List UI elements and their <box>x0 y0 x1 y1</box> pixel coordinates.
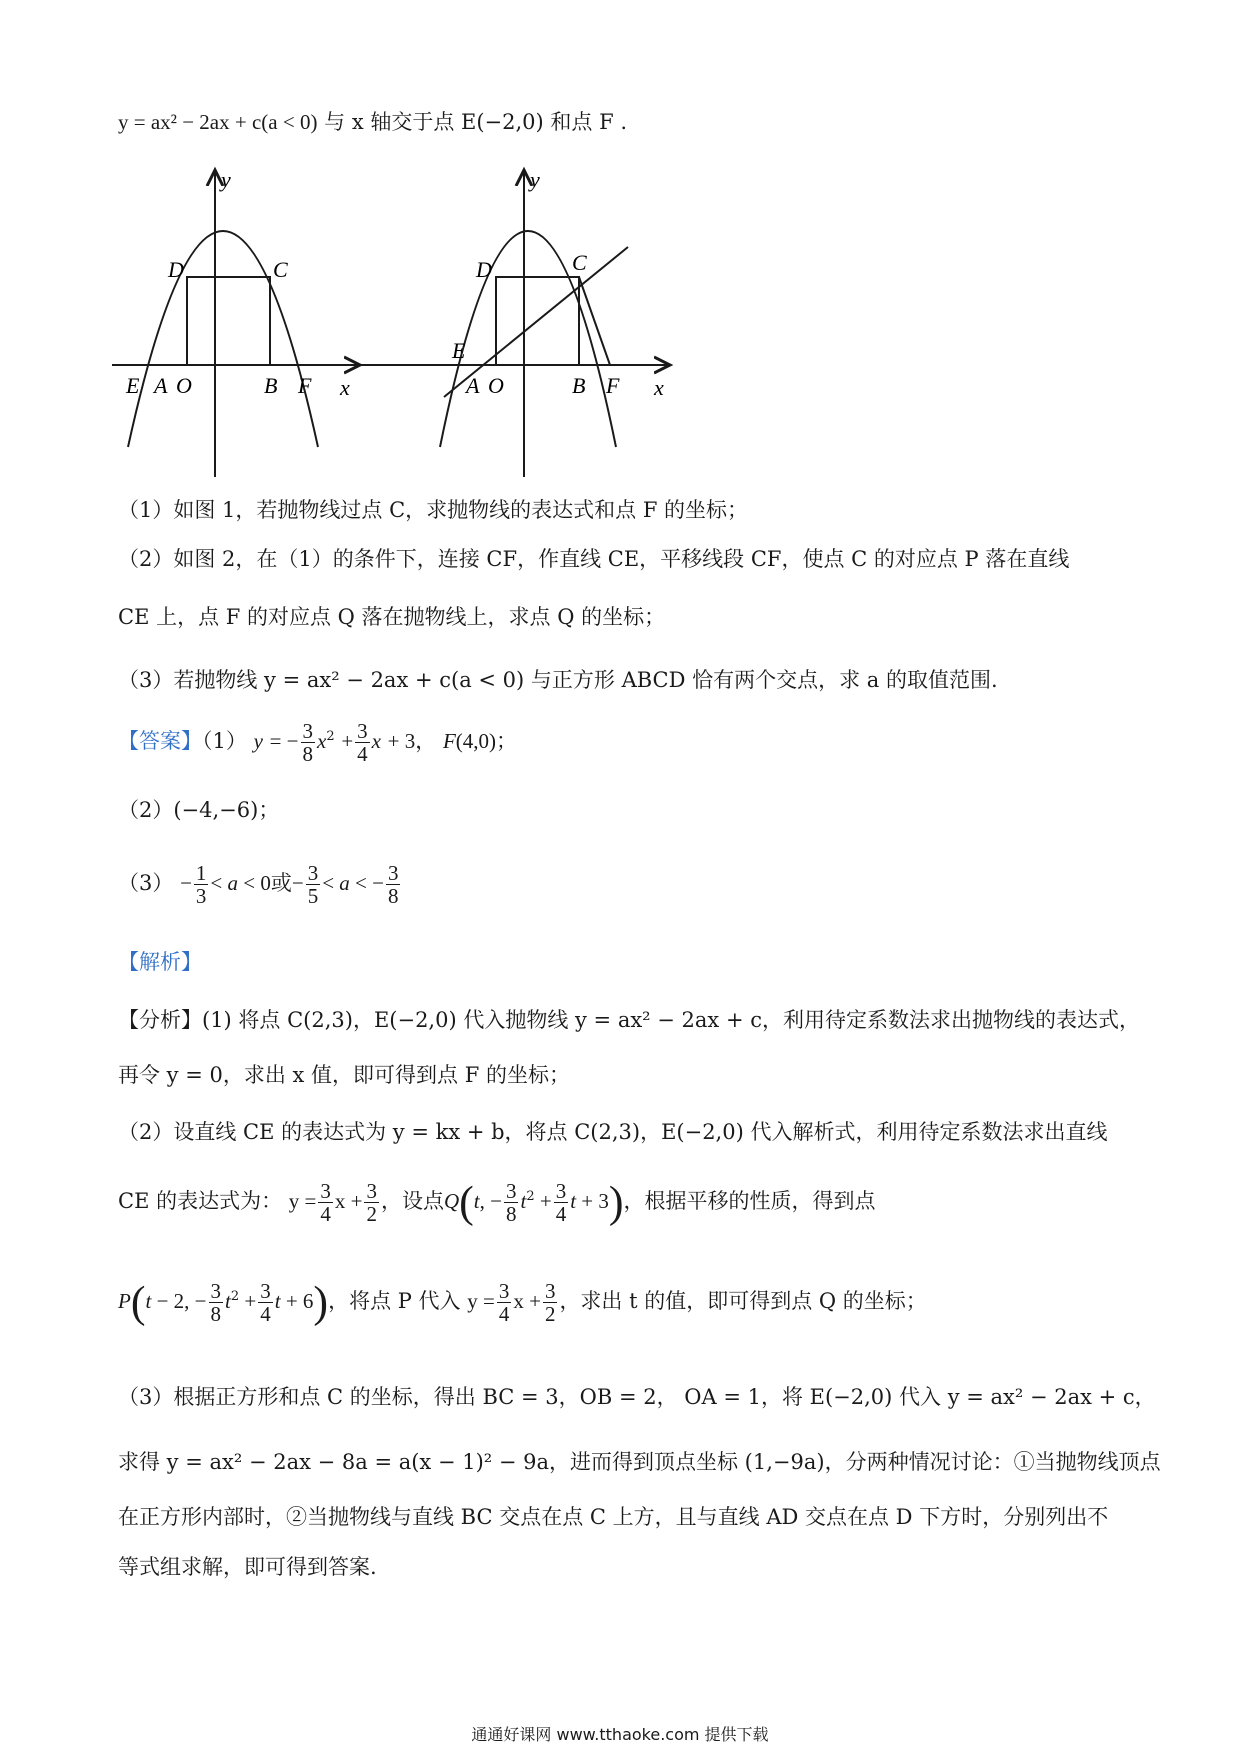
fig1-label-E: E <box>126 373 140 398</box>
analysis-p2-mid: ，设点 <box>380 1189 444 1214</box>
fig1-parabola <box>128 231 318 447</box>
fig2-label-D: D <box>476 257 492 282</box>
answer-1-prefix: （1） <box>202 729 247 754</box>
intro-line <box>118 110 627 135</box>
fig2-label-F: F <box>606 373 620 398</box>
fig1-label-x: x <box>340 375 350 400</box>
analysis-p2-line-3: P(t − 2, − $\frac{3}{8}$ $t^2$ + $\frac{3}{4}$ t + 6)，将点 P 代入 y = $\frac{3}{4}$ x + $\frac{3}{2}$ ，求出 t 的值，即可得到点 Q 的坐标； <box>118 1277 927 1327</box>
question-2-line-2: CE 上，点 F 的对应点 Q 落在抛物线上，求点 Q 的坐标； <box>118 605 666 629</box>
fig2-label-E: E <box>452 338 466 363</box>
analysis-p2-prefix: CE 的表达式为： <box>118 1189 283 1214</box>
analysis-p3-line-2: 求得 y = ax² − 2ax − 8a = a(x − 1)² − 9a，进而得到顶点坐标 (1,−9a)，分两种情况讨论：①当抛物线顶点 <box>118 1450 1161 1474</box>
fig1-label-D: D <box>168 257 184 282</box>
analysis-p2-line-2: CE 的表达式为： y = $\frac{3}{4}$ x + $\frac{3}{2}$ ，设点Q(t, − $\frac{3}{8}$ $t^2$ + $\frac{3}{4}$ t + 3)，根据平移的性质，得到点 <box>118 1177 876 1227</box>
fig2-label-O: O <box>488 373 504 398</box>
fig2-parabola <box>440 231 616 447</box>
intro-text: 与 x 轴交于点 E(−2,0) 和点 F . <box>324 110 627 134</box>
question-1: （1）如图 1，若抛物线过点 C，求抛物线的表达式和点 F 的坐标； <box>118 498 749 522</box>
analysis-p1-line-2: 再令 y = 0，求出 x 值，即可得到点 F 的坐标； <box>118 1063 570 1087</box>
answer-2: （2）(−4,−6)； <box>118 798 280 822</box>
fig1-square <box>187 277 270 365</box>
analysis-p1-line-1: 【分析】(1) 将点 C(2,3)，E(−2,0) 代入抛物线 y = ax² − 2ax + c，利用待定系数法求出抛物线的表达式， <box>118 1008 1140 1032</box>
answer-tag: 【答案】 <box>118 729 202 754</box>
page-footer: 通通好课网 www.tthaoke.com 提供下载 <box>471 1725 769 1744</box>
figure-2 <box>358 165 678 485</box>
analysis-p2d-suffix: ，求出 t 的值，即可得到点 Q 的坐标； <box>559 1289 927 1314</box>
question-3: （3）若抛物线 y = ax² − 2ax + c(a < 0) 与正方形 ABCD 恰有两个交点，求 a 的取值范围. <box>118 668 998 692</box>
fig2-label-y: y <box>530 167 540 192</box>
analysis-p3-line-4: 等式组求解，即可得到答案. <box>118 1555 377 1579</box>
analysis-p3-line-3: 在正方形内部时，②当抛物线与直线 BC 交点在点 C 上方，且与直线 AD 交点在点 D 下方时，分别列出不 <box>118 1505 1109 1529</box>
fig1-label-y: y <box>221 167 231 192</box>
fig1-label-F: F <box>298 373 312 398</box>
fig2-label-C: C <box>572 250 587 275</box>
fig2-label-B: B <box>572 373 586 398</box>
answer-1: 【答案】（1） y = − $\frac{3}{8}$ $x^2$ + $\frac{3}{4}$ x + 3， F(4,0)； <box>118 719 518 767</box>
analysis-tag: 【解析】 <box>118 950 202 974</box>
answer-3: （3） − $\frac{1}{3}$ < a < 0或− $\frac{3}{5}$ < a < − $\frac{3}{8}$ <box>118 861 399 909</box>
fig1-label-C: C <box>273 257 288 282</box>
analysis-p3-line-1: （3）根据正方形和点 C 的坐标，得出 BC = 3，OB = 2， OA = 1，将 E(−2,0) 代入 y = ax² − 2ax + c， <box>118 1385 1156 1409</box>
question-2-line-1: （2）如图 2，在（1）的条件下，连接 CF，作直线 CE，平移线段 CF，使点 C 的对应点 P 落在直线 <box>118 547 1070 571</box>
analysis-p2-suffix: ，根据平移的性质，得到点 <box>623 1189 876 1214</box>
answer-3-prefix: （3） <box>118 871 174 896</box>
intro-equation: y = ax² − 2ax + c(a < 0) <box>118 110 318 134</box>
figure-1 <box>108 165 368 485</box>
fig1-label-O: O <box>176 373 192 398</box>
fig1-label-B: B <box>264 373 278 398</box>
analysis-p2-line-1: （2）设直线 CE 的表达式为 y = kx + b，将点 C(2,3)，E(−2,0) 代入解析式，利用待定系数法求出直线 <box>118 1120 1108 1144</box>
fig2-label-A: A <box>466 373 480 398</box>
fig2-label-x: x <box>654 375 664 400</box>
analysis-p2d-mid: ，将点 P 代入 <box>328 1289 461 1314</box>
fig1-label-A: A <box>154 373 168 398</box>
